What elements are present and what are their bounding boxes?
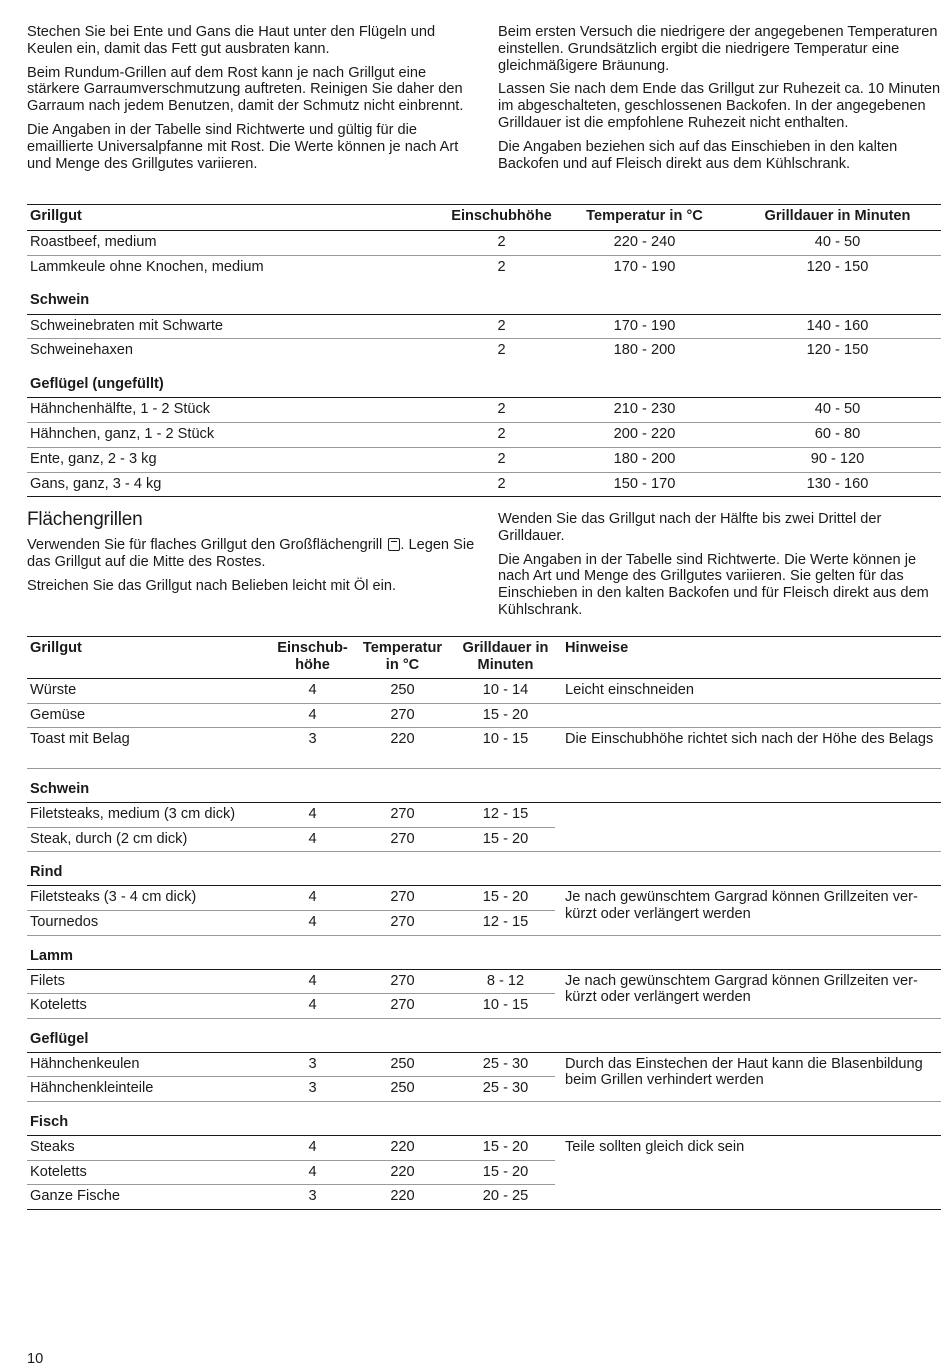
cell-hinweis [555,803,941,852]
header-temperatur: Temperatur in °C [555,205,731,231]
table-row [27,803,941,828]
table-row [27,472,941,497]
header-grilldauer: Grilldauer in Minuten [731,205,941,231]
cell-grillgut: Hähnchenkleinteile [30,1080,154,1097]
table-group-row [27,1018,941,1052]
cell-dauer: 12 - 15 [482,913,529,930]
cell-temperatur: 270 [349,969,453,994]
header-grilldauer: Grilldauer in Minuten [453,637,555,679]
cell-einschub: 2 [445,231,555,256]
cell-temperatur: 270 [390,997,415,1014]
cell-temperatur: 200 - 220 [555,422,731,447]
cell-einschub: 2 [445,447,555,472]
cell-temperatur: 270 [349,803,453,828]
cell-hinweis: Je nach gewünschtem Gargrad können Grillzeiten verkürzt oder verlängert werden [565,889,918,922]
table-row [27,447,941,472]
cell-grillgut: Schweinebraten mit Schwarte [27,314,445,339]
cell-dauer: 8 - 12 [453,969,555,994]
cell-einschub: 4 [273,969,349,994]
cell-grillgut: Filets [27,969,273,994]
header-hinweise: Hinweise [555,637,941,679]
cell-einschub: 3 [308,731,317,748]
cell-hinweis: Die Einschubhöhe richtet sich nach der Höhe des Belags [565,731,934,748]
section-paragraph: Verwenden Sie für flaches Grillgut den Großflächengrill . Legen Sie das Grillgut auf die Mitte des Rostes. [27,537,475,570]
group-label-schwein: Schwein [27,280,941,314]
cell-einschub: 4 [308,830,317,847]
cell-hinweis: Je nach gewünschtem Gargrad können Grillzeiten verkürzt oder verlängert werden [565,972,918,1006]
cell-grillgut: Hähnchenkeulen [27,1052,273,1077]
cell-grillgut: Tournedos [30,913,99,930]
intro-paragraph: Die Angaben beziehen sich auf das Einschieben in den kalten Backofen und auf Fleisch direkt aus dem Kühlschrank. [498,138,898,172]
cell-einschub: 4 [308,997,317,1014]
cell-grillgut: Koteletts [30,997,87,1014]
intro-left-column [27,24,477,179]
group-label-fisch: Fisch [27,1101,941,1135]
cell-dauer: 15 - 20 [453,1135,555,1160]
header-grillgut: Grillgut [27,637,273,679]
cell-dauer: 130 - 160 [806,475,869,492]
cell-dauer: 12 - 15 [453,803,555,828]
cell-einschub: 3 [308,1188,317,1205]
cell-temperatur: 250 [349,679,453,704]
cell-grillgut: Würste [27,679,273,704]
section-title: Flächengrillen [27,509,143,530]
cell-grillgut: Roastbeef, medium [27,231,445,256]
cell-temperatur: 270 [349,703,453,728]
table-group-row [27,852,941,886]
grill-table [27,204,941,497]
cell-temperatur: 210 - 230 [555,398,731,423]
cell-temperatur: 270 [349,886,453,911]
cell-einschub: 4 [273,886,349,911]
cell-einschub: 2 [445,398,555,423]
cell-dauer: 120 - 150 [806,258,869,275]
cell-temperatur: 270 [390,830,415,847]
cell-temperatur: 220 [349,1135,453,1160]
intro-right-column [498,24,943,179]
cell-grillgut: Ganze Fische [30,1188,121,1205]
table-row [27,422,941,447]
header-einschubhoehe: Einschub- höhe [273,637,349,679]
cell-dauer: 15 - 20 [453,703,555,728]
cell-dauer: 40 - 50 [731,231,941,256]
group-label-schwein: Schwein [27,769,941,803]
header-temperatur: Temperatur in °C [349,637,453,679]
cell-grillgut: Filetsteaks, medium (3 cm dick) [27,803,273,828]
cell-temperatur: 220 [390,1188,415,1205]
cell-grillgut: Gemüse [27,703,273,728]
cell-grillgut: Toast mit Belag [30,731,130,748]
header-einschubhoehe: Einschubhöhe [445,205,555,231]
cell-temperatur: 220 [390,731,415,748]
intro-paragraph: Beim ersten Versuch die niedrigere der angegebenen Temperaturen einstellen. Grundsätzlich ergibt die niedrigere Temperatur eine gleichmäßigere Bräunung. [498,24,938,74]
cell-temperatur: 250 [349,1052,453,1077]
cell-temperatur: 170 - 190 [613,258,676,275]
section-paragraph: Wenden Sie das Grillgut nach der Hälfte bis zwei Drittel der Grilldauer. [498,511,882,544]
large-area-grill-icon [388,538,400,551]
cell-dauer: 60 - 80 [731,422,941,447]
cell-temperatur: 180 - 200 [613,342,676,359]
flaechengrillen-right-column [498,511,943,626]
cell-hinweis: Teile sollten gleich dick sein [565,1138,745,1155]
cell-grillgut: Hähnchen, ganz, 1 - 2 Stück [27,422,445,447]
section-paragraph: Die Angaben in der Tabelle sind Richtwerte. Die Werte können je nach Art und Menge des Grillgutes variieren. Sie gelten für das Einschieben in den kalten Backofen und für Fleisch direkt aus dem Kühlschrank. [498,551,929,618]
table-row [27,728,941,769]
cell-einschub: 4 [273,703,349,728]
cell-temperatur: 150 - 170 [613,475,676,492]
table-row [27,886,941,911]
cell-einschub: 2 [497,258,506,275]
cell-einschub: 3 [273,1052,349,1077]
group-label-rind: Rind [27,852,941,886]
table-row [27,255,941,280]
table-row [27,231,941,256]
flaechengrill-table [27,636,941,1210]
cell-grillgut: Schweinehaxen [30,342,134,359]
cell-einschub: 4 [308,913,317,930]
cell-dauer: 25 - 30 [453,1052,555,1077]
intro-paragraph: Lassen Sie nach dem Ende das Grillgut zur Ruhezeit ca. 10 Minuten im abgeschalteten, geschlossenen Backofen. In der angegebenen Grilldauer ist die empfohlene Ruhezeit nicht enthalten. [498,81,941,131]
cell-einschub: 2 [445,314,555,339]
table-header-row [27,205,941,231]
cell-dauer: 15 - 20 [453,886,555,911]
cell-einschub: 2 [497,342,506,359]
cell-einschub: 2 [497,475,506,492]
table-group-row [27,280,941,314]
page-number: 10 [27,1351,44,1367]
table-row [27,314,941,339]
cell-dauer: 140 - 160 [731,314,941,339]
cell-einschub: 4 [273,679,349,704]
cell-dauer: 10 - 15 [482,731,529,748]
cell-einschub: 4 [273,803,349,828]
cell-hinweis: Leicht einschneiden [555,679,941,704]
cell-dauer: 15 - 20 [482,830,529,847]
cell-grillgut: Steaks [27,1135,273,1160]
cell-einschub: 4 [273,1135,349,1160]
intro-paragraph: Beim Rundum-Grillen auf dem Rost kann je nach Grillgut eine stärkere Garraumverschmutzung auftreten. Reinigen Sie daher den Garraum nach jedem Benutzen, damit der Schmutz nicht einbrennt. [27,64,464,115]
cell-dauer: 40 - 50 [731,398,941,423]
cell-dauer: 25 - 30 [482,1080,529,1097]
cell-grillgut: Gans, ganz, 3 - 4 kg [30,475,162,492]
cell-temperatur: 270 [390,913,415,930]
group-label-gefluegel: Geflügel (ungefüllt) [27,364,941,398]
cell-hinweis: Durch das Einstechen der Haut kann die Blasenbildung beim Grillen verhindert werden [565,1055,923,1089]
cell-dauer: 15 - 20 [453,1160,555,1185]
table-row [27,1052,941,1077]
table-group-row [27,364,941,398]
cell-einschub: 4 [273,1160,349,1185]
cell-temperatur: 250 [390,1080,415,1097]
intro-paragraph: Die Angaben in der Tabelle sind Richtwerte und gültig für die emaillierte Universalpfanne mit Rost. Die Werte können je nach Art und Menge des Grillgutes variieren. [27,121,459,172]
cell-dauer: 10 - 14 [453,679,555,704]
table-row [27,1135,941,1160]
cell-temperatur: 220 - 240 [555,231,731,256]
table-group-row [27,1101,941,1135]
cell-dauer: 10 - 15 [482,997,529,1014]
table-group-row [27,769,941,803]
cell-dauer: 20 - 25 [482,1188,529,1205]
cell-dauer: 120 - 150 [806,342,869,359]
cell-hinweis [555,703,941,728]
header-grillgut: Grillgut [27,205,445,231]
cell-einschub: 3 [308,1080,317,1097]
group-label-lamm: Lamm [27,935,941,969]
cell-temperatur: 170 - 190 [555,314,731,339]
cell-grillgut: Lammkeule ohne Knochen, medium [30,258,264,275]
cell-einschub: 2 [445,422,555,447]
table-row [27,339,941,364]
cell-temperatur: 220 [349,1160,453,1185]
cell-temperatur: 180 - 200 [555,447,731,472]
intro-paragraph: Stechen Sie bei Ente und Gans die Haut unter den Flügeln und Keulen ein, damit das Fett gut ausbraten kann. [27,24,436,57]
cell-grillgut: Hähnchenhälfte, 1 - 2 Stück [27,398,445,423]
cell-grillgut: Steak, durch (2 cm dick) [30,830,188,847]
cell-grillgut: Ente, ganz, 2 - 3 kg [27,447,445,472]
table-row [27,398,941,423]
cell-grillgut: Koteletts [27,1160,273,1185]
section-paragraph: Streichen Sie das Grillgut nach Belieben leicht mit Öl ein. [27,577,397,594]
table-row [27,679,941,704]
group-label-gefluegel: Geflügel [27,1018,941,1052]
table-row [27,703,941,728]
cell-dauer: 90 - 120 [731,447,941,472]
table-row [27,969,941,994]
table-group-row [27,935,941,969]
table-header-row [27,637,941,679]
flaechengrillen-left-column [27,509,477,601]
cell-grillgut: Filetsteaks (3 - 4 cm dick) [27,886,273,911]
